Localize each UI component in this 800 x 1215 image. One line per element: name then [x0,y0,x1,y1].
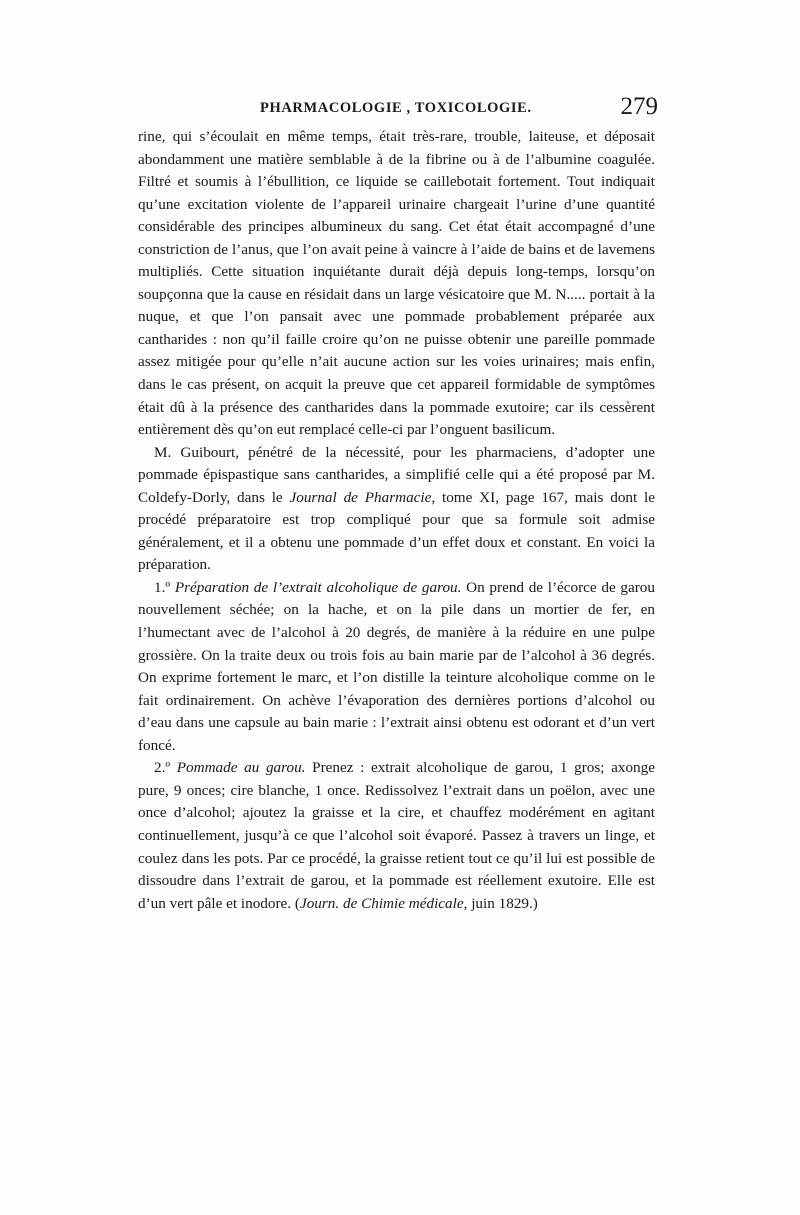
page-number: 279 [620,93,658,120]
journal-title: Journal de Pharmacie [289,488,432,506]
text-segment: , juin 1829.) [463,894,538,912]
section-number: 1.º [154,578,175,596]
paragraph-pommade [138,757,655,915]
section-heading: Préparation de l’extrait alcoholique de garou. [174,578,462,596]
body-text [138,126,655,915]
journal-citation: Journ. de Chimie médicale [299,894,464,912]
text-segment: M. Guibourt, pénétré de la nécessité, pour les pharmaciens, d’adopter une pommade épispastique sans cantharides, a simplifié celle qui a été proposé par M. Coldefy-Dorly, dans le [138,443,655,506]
text-segment: Prenez : extrait alcoholique de garou, 1 gros; axonge pure, 9 onces; cire blanche, 1 once. Redissolvez l’extrait dans un poëlon, avec une once d’alcohol; ajoutez la graisse et la cire, et chauffez modérément en agitant continuellement, jusqu’à ce que l’alcohol soit évaporé. Passez à travers un linge, et coulez dans les pots. Par ce procédé, la graisse retient tout ce qu’il lui est possible de dissoudre dans l’extrait de garou, et la pommade est réellement exutoire. Elle est d’un vert pâle et inodore. ( [138,759,655,912]
section-number: 2.º [154,759,177,777]
running-title: PHARMACOLOGIE , TOXICOLOGIE. [260,100,532,116]
text-segment: On prend de l’écorce de garou nouvellement séchée; on la hache, et on la pile dans un mortier de fer, en l’humectant avec de l’alcohol à 20 degrés, de manière à la réduire en une pulpe grossière. On la traite deux ou trois fois au bain marie par de l’alcohol à 36 degrés. On exprime fortement le marc, et l’on distille la teinture alcoholique comme on le fait ordinairement. On achève l’évaporation des dernières portions d’alcohol ou d’eau dans une capsule au bain marie : l’extrait ainsi obtenu est odorant et d’un vert foncé. [138,578,655,754]
text-segment: rine, qui s’écoulait en même temps, était très-rare, trouble, laiteuse, et déposait abondamment une matière semblable à de la fibrine ou à de l’albumine coagulée. Filtré et soumis à l’ébullition, ce liquide se caillebotait fortement. Tout indiquait qu’une excitation violente de l’appareil urinaire chargeait l’urine d’une quantité considérable des principes albumineux du sang. Cet état était accompagné d’une constriction de l’anus, que l’on avait peine à vaincre à l’aide de bains et de lavemens multipliés. Cette situation inquiétante durait déjà depuis long-temps, lorsqu’on soupçonna que la cause en résidait dans un large vésicatoire que M. N..... portait à la nuque, et que l’on pansait avec une pommade probablement préparée aux cantharides : non qu’il faille croire qu’on ne puisse obtenir une pareille pommade assez mitigée pour qu’elle n’ait aucune action sur les voies urinaires; mais enfin, dans le cas présent, on acquit la preuve que cet appareil formidable de symptômes était dû à la présence des cantharides dans la pommade exutoire; car ils cessèrent entièrement dès qu’on eut remplacé celle-ci par l’onguent basilicum. [138,128,655,439]
page-header [138,92,658,126]
paragraph-guibourt [138,442,655,577]
paragraph-extrait-preparation [138,577,655,757]
section-heading: Pommade au garou. [176,759,306,777]
text-segment: , tome XI, page 167, mais dont le procédé préparatoire est trop compliqué pour que sa formule soit admise généralement, et il a obtenu une pommade d’un effet doux et constant. En voici la préparation. [138,488,656,574]
paragraph-case-description [138,126,655,442]
